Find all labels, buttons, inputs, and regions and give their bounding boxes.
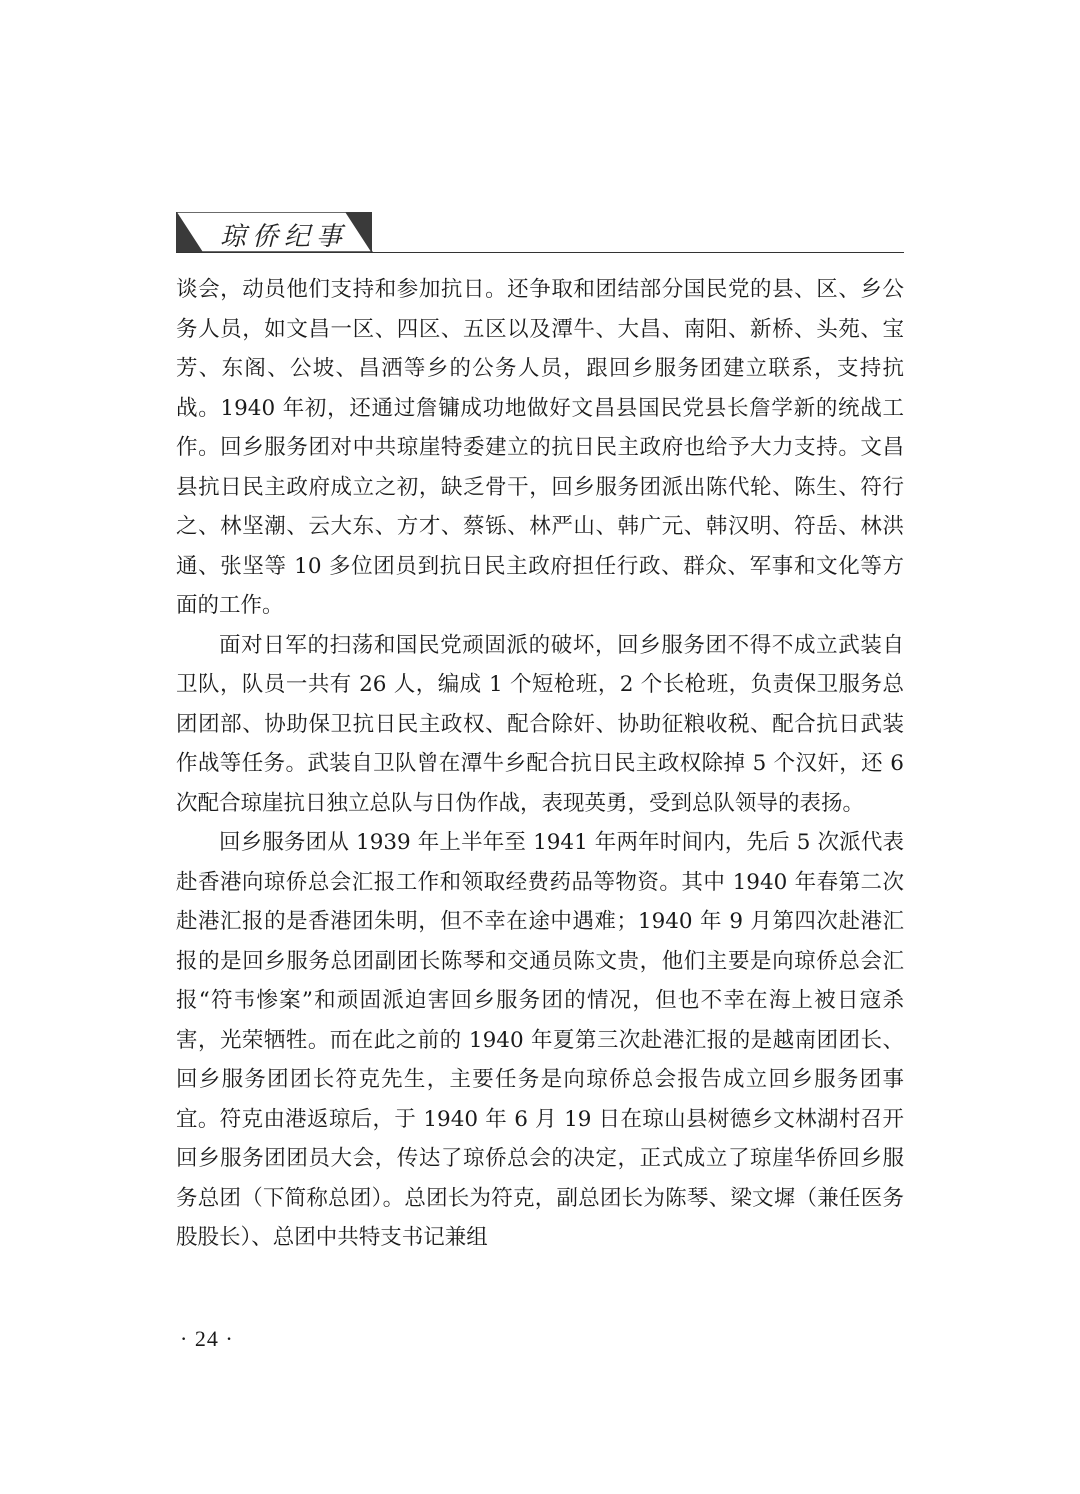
header-tab — [176, 212, 372, 252]
header-title: 琼侨纪事 — [220, 222, 349, 252]
paragraph-1: 谈会，动员他们支持和参加抗日。还争取和团结部分国民党的县、区、乡公务人员，如文昌一区、四区、五区以及潭牛、大昌、南阳、新桥、头苑、宝芳、东阁、公坡、昌洒等乡的公务人员，跟回乡服务团建立联系，支持抗战。1940 年初，还通过詹镛成功地做好文昌县国民党县长詹学新的统战工作。回乡服务团对中共琼崖特委建立的抗日民主政府也给予大力支持。文昌县抗日民主政府成立之初，缺乏骨干，回乡服务团派出陈代轮、陈生、符行之、林坚潮、云大东、方才、蔡铄、林严山、韩广元、韩汉明、符岳、林洪通、张坚等 10 多位团员到抗日民主政府担任行政、群众、军事和文化等方面的工作。 — [176, 277, 904, 618]
running-header — [176, 212, 904, 256]
paragraph-2: 面对日军的扫荡和国民党顽固派的破坏，回乡服务团不得不成立武装自卫队，队员一共有 26 人，编成 1 个短枪班，2 个长枪班，负责保卫服务总团团部、协助保卫抗日民主政权、配合除奸、协助征粮收税、配合抗日武装作战等任务。武装自卫队曾在潭牛乡配合抗日民主政权除掉 5 个汉奸，还 6 次配合琼崖抗日独立总队与日伪作战，表现英勇，受到总队领导的表扬。 — [176, 632, 904, 816]
paragraph-3: 回乡服务团从 1939 年上半年至 1941 年两年时间内，先后 5 次派代表赴香港向琼侨总会汇报工作和领取经费药品等物资。其中 1940 年春第二次赴港汇报的是香港团朱明，但不幸在途中遇难；1940 年 9 月第四次赴港汇报的是回乡服务总团副团长陈琴和交通员陈文贵，他们主要是向琼侨总会汇报“符韦惨案”和顽固派迫害回乡服务团的情况，但也不幸在海上被日寇杀害，光荣牺牲。而在此之前的 1940 年夏第三次赴港汇报的是越南团团长、回乡服务团团长符克先生，主要任务是向琼侨总会报告成立回乡服务团事宜。符克由港返琼后，于 1940 年 6 月 19 日在琼山县树德乡文林湖村召开回乡服务团团员大会，传达了琼侨总会的决定，正式成立了琼崖华侨回乡服务总团（下简称总团）。总团长为符克，副总团长为陈琴、梁文墀（兼任医务股股长）、总团中共特支书记兼组 — [176, 830, 904, 1250]
header-rule — [176, 252, 904, 253]
body-text — [176, 270, 904, 1258]
page-number: · 24 · — [180, 1326, 234, 1351]
